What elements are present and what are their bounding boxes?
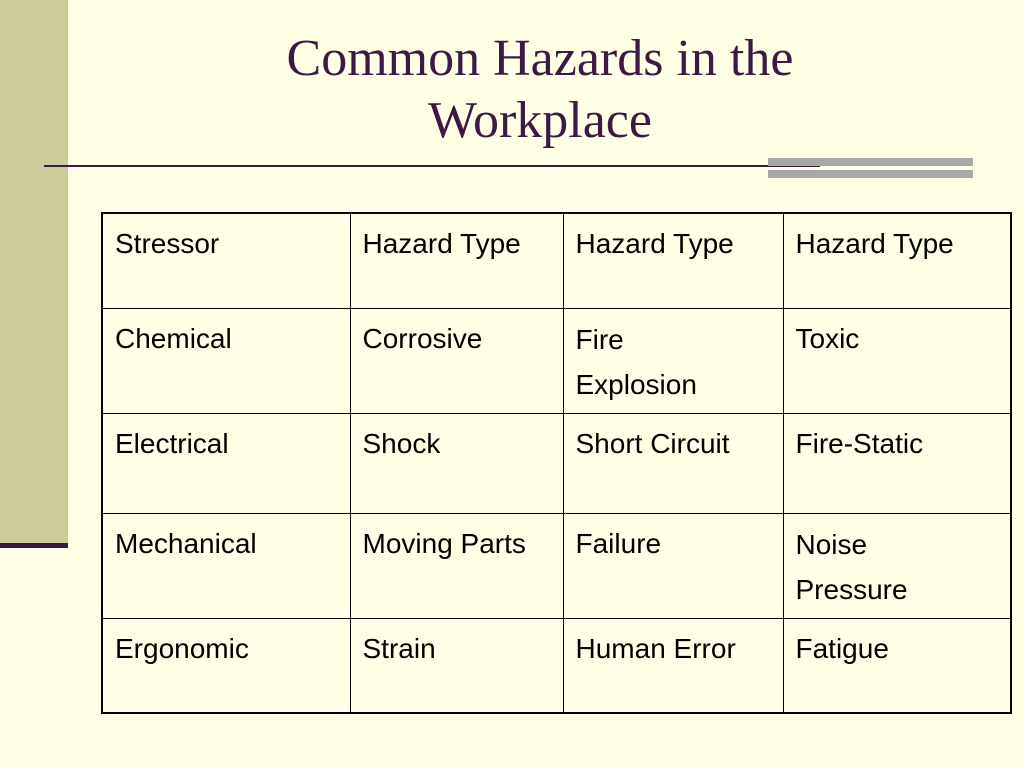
- table-cell: [563, 618, 783, 713]
- table-cell: [350, 413, 563, 513]
- cell-text: Shock: [362, 427, 441, 459]
- accent-bar-top: [768, 158, 973, 166]
- header-cell-text: Hazard Type: [362, 228, 521, 259]
- cell-text: Human Error: [575, 632, 736, 664]
- title-underline-accent: [768, 158, 973, 178]
- cell-text: Noise: [795, 528, 868, 560]
- cell-text: Fatigue: [795, 632, 889, 664]
- table-cell-stressor: [102, 513, 350, 618]
- header-cell-text: Stressor: [115, 228, 220, 259]
- left-band-accent-line: [0, 543, 68, 548]
- table-cell: [563, 308, 783, 413]
- cell-text: Ergonomic: [115, 632, 249, 664]
- cell-text: Short Circuit: [575, 427, 730, 459]
- slide-title-line-2: Workplace: [428, 92, 652, 149]
- table-cell-stressor: [102, 618, 350, 713]
- table-cell-stressor: [102, 308, 350, 413]
- table-cell: [783, 413, 1011, 513]
- header-cell-hazard-type: [783, 213, 1011, 308]
- header-cell-stressor: [102, 213, 350, 308]
- table-row-electrical: [102, 413, 1011, 513]
- header-cell-hazard-type: [350, 213, 563, 308]
- cell-text: Electrical: [115, 427, 229, 459]
- cell-text: Strain: [362, 632, 436, 664]
- cell-text: Pressure: [795, 573, 908, 605]
- cell-text: Moving Parts: [362, 527, 526, 559]
- table-row-chemical: [102, 308, 1011, 413]
- title-underline: [44, 165, 820, 167]
- header-cell-hazard-type: [563, 213, 783, 308]
- table-row-mechanical: [102, 513, 1011, 618]
- cell-text: Chemical: [115, 322, 232, 354]
- cell-text: Toxic: [795, 322, 860, 354]
- table-cell: [563, 413, 783, 513]
- table-cell: [350, 618, 563, 713]
- table-cell: [563, 513, 783, 618]
- cell-text: Explosion: [575, 368, 697, 400]
- table-header-row: [102, 213, 1011, 308]
- header-cell-text: Hazard Type: [795, 228, 954, 259]
- table-cell: [783, 618, 1011, 713]
- slide-title: [130, 28, 950, 152]
- table-cell-stressor: [102, 413, 350, 513]
- cell-text: Corrosive: [362, 322, 483, 354]
- table-cell: [783, 513, 1011, 618]
- table-cell: [783, 308, 1011, 413]
- cell-text: Mechanical: [115, 527, 257, 559]
- cell-text: Fire: [575, 323, 624, 355]
- hazards-table: [101, 212, 1012, 714]
- cell-text: Fire-Static: [795, 427, 924, 459]
- header-cell-text: Hazard Type: [575, 228, 734, 259]
- table-cell: [350, 308, 563, 413]
- slide-title-line-1: Common Hazards in the: [286, 30, 794, 87]
- table-row-ergonomic: [102, 618, 1011, 713]
- left-decorative-band: [0, 0, 68, 543]
- table-cell: [350, 513, 563, 618]
- cell-text: Failure: [575, 527, 662, 559]
- accent-bar-bottom: [768, 170, 973, 178]
